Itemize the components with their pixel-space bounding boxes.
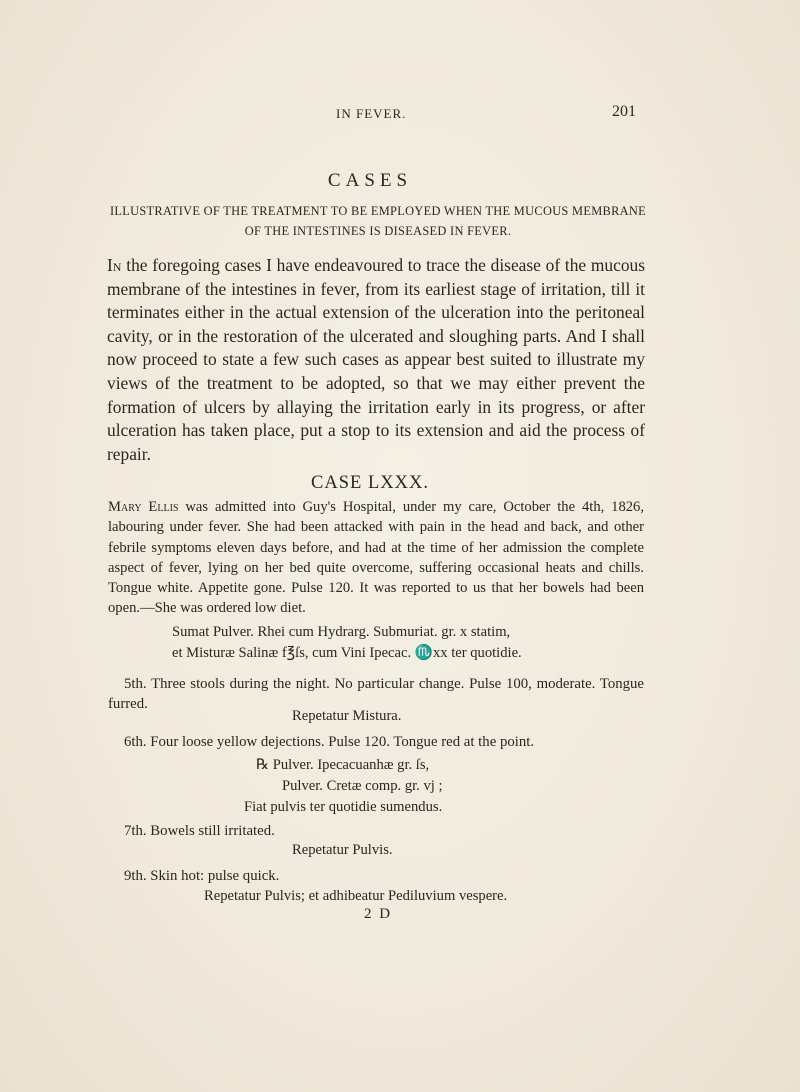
entry-date: 6th.: [124, 734, 147, 750]
case-entry: [108, 732, 644, 752]
prescription-line: Repetatur Pulvis; et adhibeatur Pediluvium vespere.: [204, 888, 508, 904]
intro-paragraph: [107, 254, 645, 466]
page-number: 201: [612, 103, 636, 120]
patient-name: Mary Ellis: [108, 499, 179, 515]
entry-text: Four loose yellow dejections. Pulse 120. Tongue red at the point.: [146, 734, 535, 750]
prescription-line: Pulver. Cretæ comp. gr. vj ;: [282, 778, 443, 794]
prescription-line: Sumat Pulver. Rhei cum Hydrarg. Submuriat. gr. x statim,: [172, 624, 511, 640]
signature-mark: 2 D: [364, 906, 393, 922]
section-title: CASES: [327, 170, 413, 191]
intro-text: the foregoing cases I have endeavoured to trace the disease of the mucous membrane of the intestines in fever, from its earliest stage of irritation, till it terminates either in the actual extension of the ulceration into the peritoneal cavity, or in the restoration of the ulcerated and sloughing parts. And I shall now proceed to state a few such cases as appear best suited to illustrate my views of the treatment to be adopted, so that we may either prevent the formation of ulcers by allaying the irritation early in its progress, or after ulceration has taken place, put a stop to its extension and aid the process of repair.: [107, 255, 645, 464]
case-entry: [108, 866, 644, 886]
intro-lead-in: In: [107, 255, 122, 275]
prescription-line: et Misturæ Salinæ f℥ſs, cum Vini Ipecac. ♏xx ter quotidie.: [172, 645, 522, 661]
section-subtitle: ILLUSTRATIVE OF THE TREATMENT TO BE EMPLOYED WHEN THE MUCOUS MEMBRANE OF THE INTESTINES IS DISEASED IN FEVER.: [109, 204, 647, 238]
entry-text: Bowels still irritated.: [146, 823, 275, 839]
prescription-line: Repetatur Pulvis.: [292, 842, 393, 858]
entry-text: Three stools during the night. No particular change. Pulse 100, moderate. Tongue furred.: [108, 676, 644, 712]
case-entry: [108, 821, 644, 841]
prescription-line: ℞ Pulver. Ipecacuanhæ gr. ſs,: [256, 757, 430, 773]
case-paragraph: [108, 497, 644, 619]
case-paragraph-text: was admitted into Guy's Hospital, under my care, October the 4th, 1826, labouring under fever. She had been attacked with pain in the head and back, and other febrile symptoms eleven days before, and had at the time of her admission the complete aspect of fever, lying on her bed quite overcome, suffering occasional heats and chills. Tongue white. Appetite gone. Pulse 120. It was reported to us that her bowels had been open.—She was ordered low diet.: [108, 499, 644, 617]
prescription-line: Fiat pulvis ter quotidie sumendus.: [244, 799, 443, 815]
entry-date: 5th.: [124, 676, 147, 692]
entry-date: 7th.: [124, 823, 147, 839]
case-heading: CASE LXXX.: [311, 473, 429, 493]
entry-text: Skin hot: pulse quick.: [146, 868, 280, 884]
entry-date: 9th.: [124, 868, 147, 884]
prescription-line: Repetatur Mistura.: [292, 708, 402, 724]
running-head: IN FEVER.: [336, 106, 407, 121]
